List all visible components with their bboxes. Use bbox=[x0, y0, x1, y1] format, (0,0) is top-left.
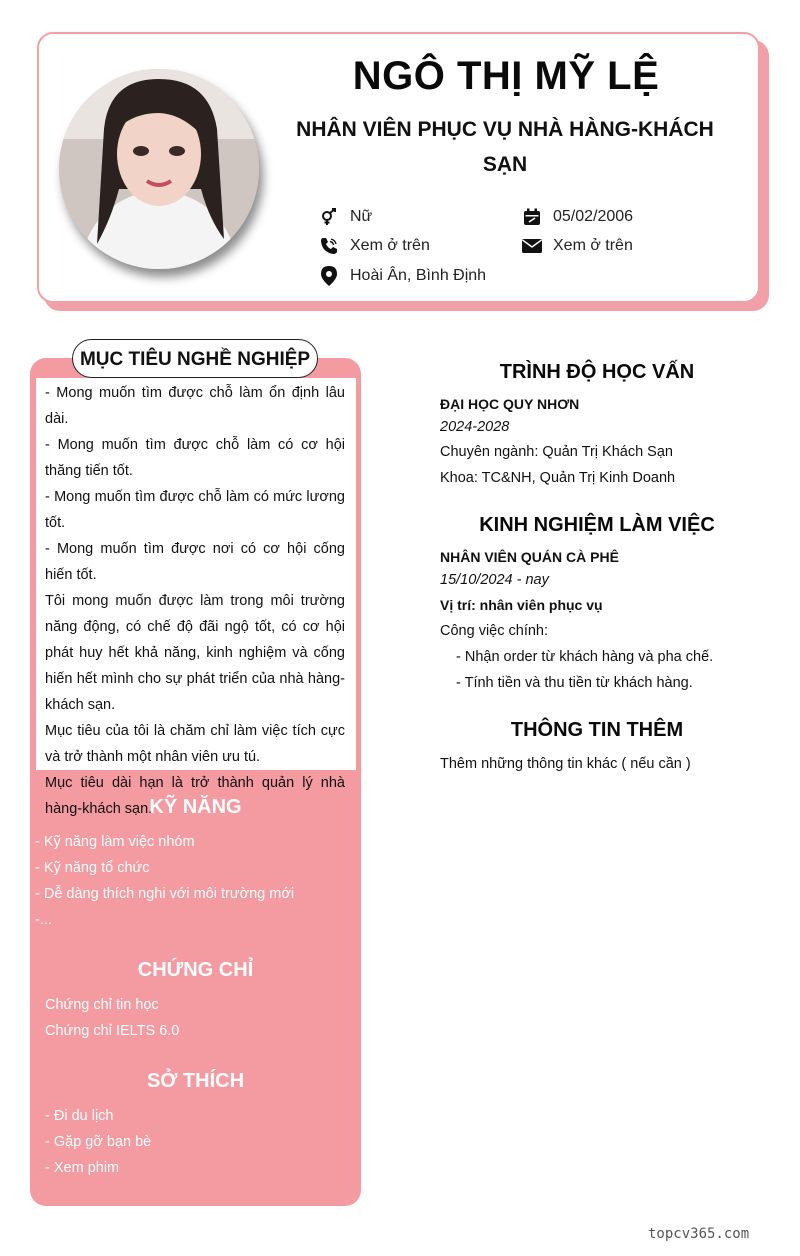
list-item: - Nhận order từ khách hàng và pha chế. bbox=[456, 649, 714, 665]
experience-position: Vị trí: nhân viên phục vụ bbox=[440, 597, 603, 613]
education-faculty: Khoa: TC&NH, Quản Trị Kinh Doanh bbox=[440, 470, 676, 486]
info-phone bbox=[318, 235, 430, 257]
list-item: - Kỹ năng tổ chức bbox=[35, 860, 150, 876]
list-item: -... bbox=[35, 912, 52, 928]
skills-list bbox=[35, 829, 294, 933]
certificates-title: CHỨNG CHỈ bbox=[137, 959, 254, 981]
experience-duties-label: Công việc chính: bbox=[440, 623, 549, 639]
info-email bbox=[521, 235, 633, 257]
hobbies-title: SỞ THÍCH bbox=[146, 1070, 245, 1092]
candidate-name: NGÔ THỊ MỸ LỆ bbox=[352, 54, 660, 98]
education-school: ĐẠI HỌC QUY NHƠN bbox=[440, 396, 580, 412]
watermark: topcv365.com bbox=[648, 1226, 750, 1242]
email-icon bbox=[521, 235, 543, 257]
objective-paragraph: - Mong muốn tìm được nơi có cơ hội cống hiến tốt. bbox=[45, 541, 345, 583]
gender-icon bbox=[318, 206, 340, 228]
info-birthdate bbox=[521, 206, 633, 228]
info-gender bbox=[318, 206, 372, 228]
list-item: - Xem phim bbox=[45, 1160, 120, 1176]
experience-period: 15/10/2024 - nay bbox=[440, 572, 549, 588]
email-value: Xem ở trên bbox=[553, 237, 633, 254]
calendar-icon bbox=[521, 206, 543, 228]
job-title: NHÂN VIÊN PHỤC VỤ NHÀ HÀNG-KHÁCH SẠN bbox=[296, 118, 714, 176]
list-item: - Dễ dàng thích nghi với môi trường mới bbox=[35, 886, 295, 902]
objective-paragraph: Mục tiêu dài hạn là trở thành quản lý nhà hàng-khách sạn. bbox=[45, 775, 345, 817]
phone-value: Xem ở trên bbox=[350, 237, 430, 254]
address-value: Hoài Ân, Bình Định bbox=[350, 267, 487, 284]
gender-value: Nữ bbox=[350, 208, 373, 225]
birthdate-value: 05/02/2006 bbox=[553, 208, 634, 225]
avatar bbox=[59, 69, 259, 269]
objective-paragraph: - Mong muốn tìm được chỗ làm có mức lương tốt. bbox=[45, 489, 345, 531]
objective-paragraph: - Mong muốn tìm được chỗ làm có cơ hội thăng tiến tốt. bbox=[45, 437, 345, 479]
list-item: Chứng chỉ IELTS 6.0 bbox=[45, 1023, 180, 1039]
education-major: Chuyên ngành: Quản Trị Khách Sạn bbox=[440, 444, 673, 460]
list-item: Chứng chỉ tin học bbox=[45, 997, 159, 1013]
hobbies-list bbox=[45, 1103, 151, 1181]
list-item: - Tính tiền và thu tiền từ khách hàng. bbox=[456, 675, 693, 691]
experience-company: NHÂN VIÊN QUÁN CÀ PHÊ bbox=[440, 549, 619, 565]
info-address bbox=[318, 265, 486, 287]
list-item: - Đi du lịch bbox=[45, 1108, 114, 1124]
certificates-list bbox=[45, 992, 179, 1044]
objective-paragraph: - Mong muốn tìm được chỗ làm ổn định lâu dài. bbox=[45, 385, 345, 427]
objective-paragraph: Mục tiêu của tôi là chăm chỉ làm việc tích cực và trở thành một nhân viên ưu tú. bbox=[45, 723, 345, 765]
location-icon bbox=[318, 265, 340, 287]
education-period: 2024-2028 bbox=[440, 419, 510, 435]
objective-text bbox=[45, 380, 345, 822]
phone-icon bbox=[318, 235, 340, 257]
education-title: TRÌNH ĐỘ HỌC VẤN bbox=[499, 361, 695, 383]
skills-title: KỸ NĂNG bbox=[149, 796, 242, 818]
additional-title: THÔNG TIN THÊM bbox=[510, 719, 684, 741]
additional-text: Thêm những thông tin khác ( nếu cần ) bbox=[440, 756, 691, 772]
objective-title: MỤC TIÊU NGHỀ NGHIỆP bbox=[72, 339, 318, 378]
experience-title: KINH NGHIỆM LÀM VIỆC bbox=[479, 514, 715, 536]
objective-paragraph: Tôi mong muốn được làm trong môi trường năng động, có chế độ đãi ngộ tốt, có cơ hội phát huy hết khả năng, kinh nghiệm và cống hiến hết mình cho sự phát triển của nhà hàng-khách sạn. bbox=[45, 593, 345, 713]
list-item: - Gặp gỡ bạn bè bbox=[45, 1134, 152, 1150]
list-item: - Kỹ năng làm việc nhóm bbox=[35, 834, 195, 850]
